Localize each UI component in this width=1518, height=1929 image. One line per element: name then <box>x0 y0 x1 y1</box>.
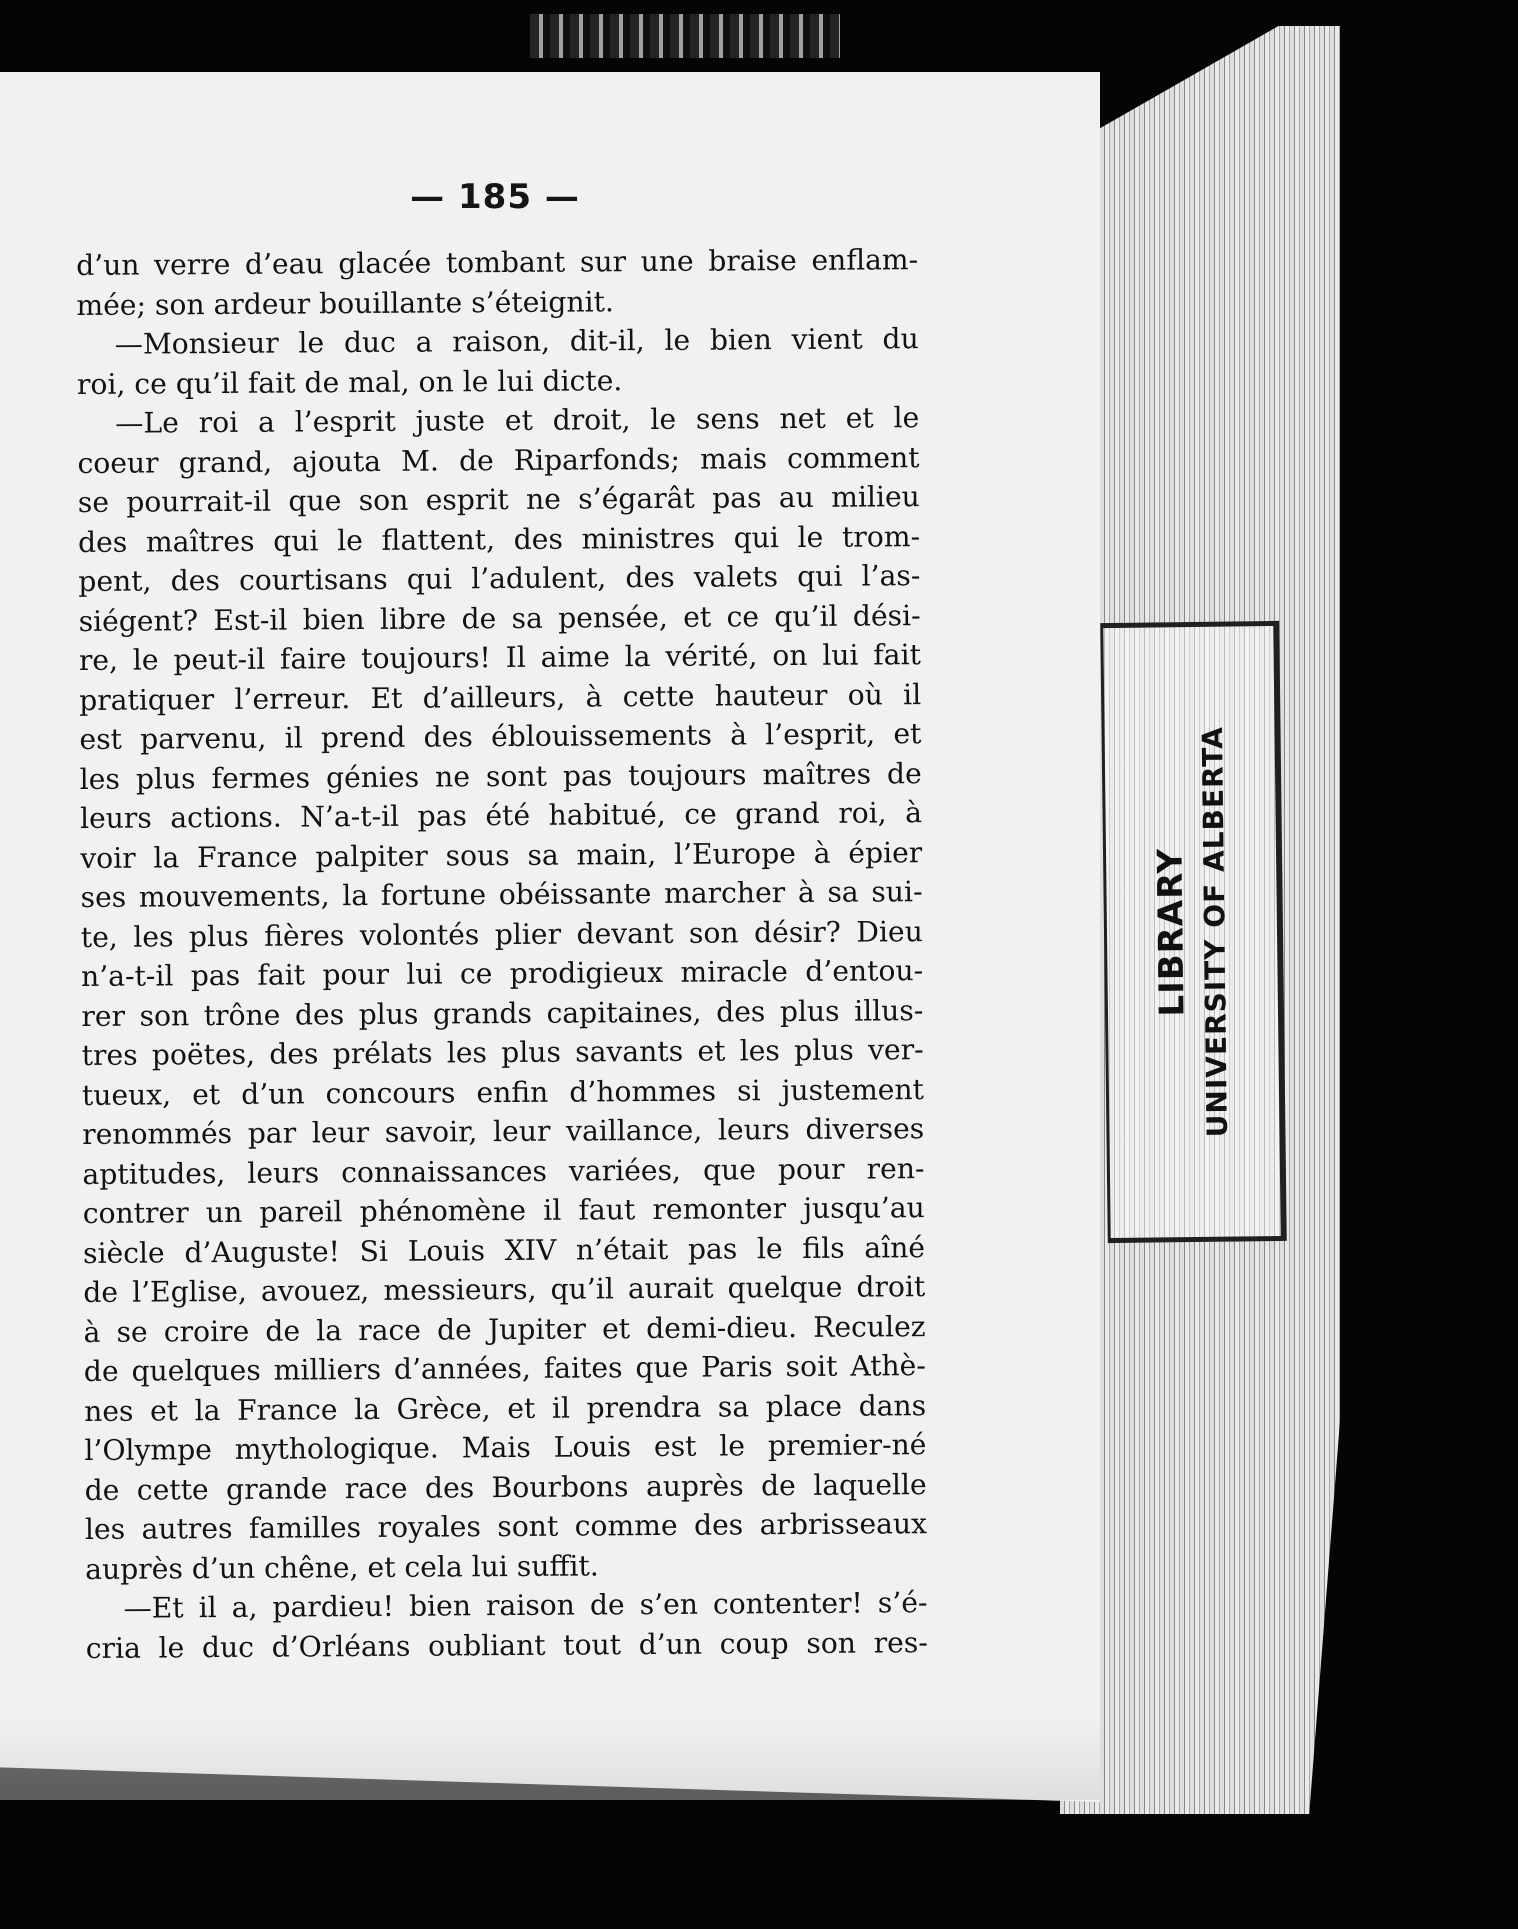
text-line: voir la France palpiter sous sa main, l’Europe à épier <box>80 835 923 875</box>
stamp-library-text: LIBRARY <box>1150 847 1193 1017</box>
page-number: — 185 — <box>410 177 580 217</box>
text-line: de l’Eglise, avouez, messieurs, qu’il aurait quelque droit <box>83 1270 926 1309</box>
text-line: leurs actions. N’a-t-il pas été habitué, ce grand roi, à <box>79 796 923 835</box>
text-line: re, le peut-il faire toujours! Il aime la vérité, on lui fait <box>78 638 921 677</box>
page-text <box>76 240 928 1668</box>
text-line: n’a-t-il pas fait pour lui ce prodigieux miracle d’entou- <box>80 954 924 993</box>
page-bottom-shadow <box>0 1715 1100 1800</box>
text-line: mée; son ardeur bouillante s’éteignit. <box>76 284 614 322</box>
text-line: coeur grand, ajouta M. de Riparfonds; mais comment <box>77 440 920 480</box>
text-line: des maîtres qui le flattent, des ministres qui le trom- <box>77 519 921 559</box>
text-line: les autres familles royales sont comme des arbrisseaux <box>84 1507 928 1546</box>
text-line: pent, des courtisans qui l’adulent, des valets qui l’as- <box>78 559 921 598</box>
library-stamp <box>1100 621 1287 1243</box>
stamp-university-text: UNIVERSITY OF ALBERTA <box>1195 725 1234 1138</box>
library-stamp-text <box>1151 652 1233 1213</box>
text-line: tres poëtes, des prélats les plus savants et les plus ver- <box>81 1033 924 1072</box>
text-line: roi, ce qu’il fait de mal, on le lui dicte. <box>76 363 623 401</box>
text-line: à se croire de la race de Jupiter et demi-dieu. Reculez <box>83 1309 926 1349</box>
text-line: contrer un pareil phénomène il faut remonter jusqu’au <box>82 1191 925 1230</box>
text-line: —Le roi a l’esprit juste et droit, le sens net et le <box>115 401 920 440</box>
text-line: tueux, et d’un concours enfin d’hommes si justement <box>81 1072 925 1112</box>
book-top-edge <box>530 14 840 58</box>
text-line: —Et il a, pardieu! bien raison de s’en contenter! s’é- <box>123 1586 928 1625</box>
text-line: est parvenu, il prend des éblouissements à l’esprit, et <box>79 717 922 756</box>
text-line: —Monsieur le duc a raison, dit-il, le bien vient du <box>114 322 919 361</box>
text-line: pratiquer l’erreur. Et d’ailleurs, à cette hauteur où il <box>79 677 922 717</box>
text-line: siècle d’Auguste! Si Louis XIV n’était pas le fils aîné <box>82 1230 926 1270</box>
text-line: renommés par leur savoir, leur vaillance, leurs diverses <box>82 1112 925 1151</box>
text-line: l’Olympe mythologique. Mais Louis est le premier-né <box>84 1428 927 1467</box>
text-line: aptitudes, leurs connaissances variées, que pour ren- <box>82 1151 925 1191</box>
text-line: cria le duc d’Orléans oubliant tout d’un coup son res- <box>85 1625 928 1665</box>
text-line: de cette grande race des Bourbons auprès de laquelle <box>84 1467 927 1507</box>
text-line: ses mouvements, la fortune obéissante marcher à sa sui- <box>80 875 923 914</box>
text-line: de quelques milliers d’années, faites que Paris soit Athè- <box>83 1349 926 1388</box>
text-line: se pourrait-il que son esprit ne s’égarât pas au milieu <box>77 480 920 519</box>
text-line: rer son trône des plus grands capitaines, des plus illus- <box>81 993 924 1033</box>
text-line: te, les plus fières volontés plier devant son désir? Dieu <box>80 914 923 954</box>
text-line: auprès d’un chêne, et cela lui suffit. <box>85 1548 599 1586</box>
text-line: nes et la France la Grèce, et il prendra sa place dans <box>84 1388 927 1428</box>
text-line: siégent? Est-il bien libre de sa pensée, et ce qu’il dési- <box>78 598 921 638</box>
text-line: d’un verre d’eau glacée tombant sur une braise enflam- <box>76 243 919 282</box>
text-line: les plus fermes génies ne sont pas toujours maîtres de <box>79 756 922 796</box>
